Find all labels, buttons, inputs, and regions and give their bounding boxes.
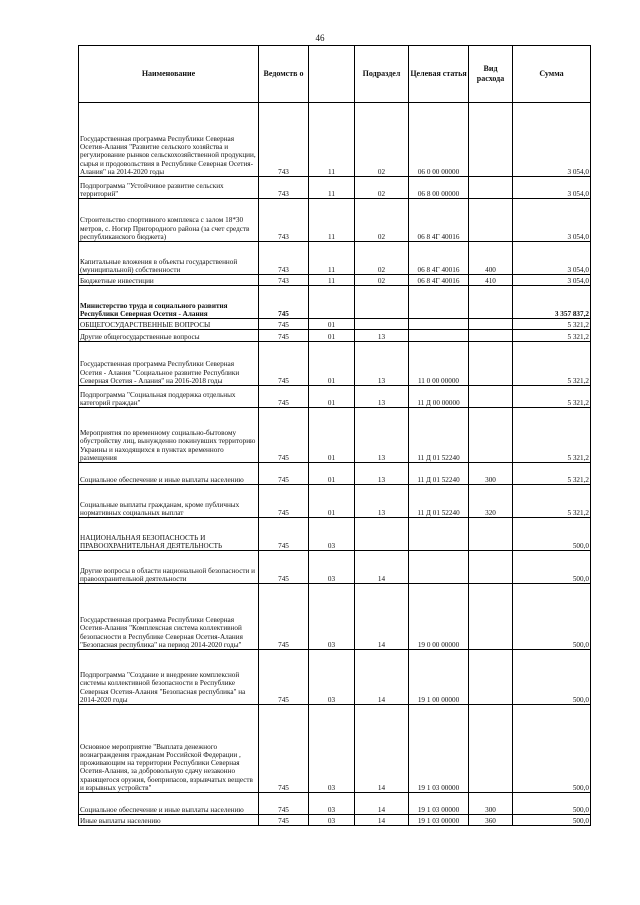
row-kind xyxy=(469,330,513,342)
row-sum: 3 357 837,2 xyxy=(513,286,591,319)
row-subsection: 13 xyxy=(355,342,409,386)
row-section: 11 xyxy=(309,103,355,177)
header-dept: Ведомств о xyxy=(259,46,309,103)
row-subsection: 02 xyxy=(355,275,409,286)
row-section: 01 xyxy=(309,330,355,342)
table-row xyxy=(79,319,591,330)
row-dept: 745 xyxy=(259,815,309,826)
row-section: 03 xyxy=(309,518,355,551)
row-section: 03 xyxy=(309,650,355,705)
row-subsection xyxy=(355,319,409,330)
row-name: Государственная программа Республики Северная Осетия-Алания "Развитие сельского хозяйства и регулирование рынков сельскохозяйственной продукции, сырья и продовольствия в Республике Северная Осетия-Алания" на 2014-2020 годы xyxy=(79,103,259,177)
row-sum: 5 321,2 xyxy=(513,342,591,386)
budget-table xyxy=(78,45,591,826)
row-subsection: 13 xyxy=(355,330,409,342)
row-target xyxy=(409,551,469,584)
row-section: 01 xyxy=(309,319,355,330)
row-subsection xyxy=(355,286,409,319)
table-row xyxy=(79,408,591,463)
row-sum: 5 321,2 xyxy=(513,319,591,330)
row-section: 03 xyxy=(309,815,355,826)
row-sum: 3 054,0 xyxy=(513,199,591,242)
row-subsection: 14 xyxy=(355,815,409,826)
page-number: 46 xyxy=(315,33,325,43)
table-row xyxy=(79,342,591,386)
row-sum: 5 321,2 xyxy=(513,330,591,342)
table-row xyxy=(79,275,591,286)
row-section: 01 xyxy=(309,408,355,463)
row-target xyxy=(409,518,469,551)
header-sum: Сумма xyxy=(513,46,591,103)
table-row xyxy=(79,705,591,793)
row-kind: 300 xyxy=(469,793,513,815)
row-sum: 5 321,2 xyxy=(513,485,591,518)
row-target: 06 8 4Г 40016 xyxy=(409,275,469,286)
header-section xyxy=(309,46,355,103)
row-dept: 745 xyxy=(259,463,309,485)
row-name: Мероприятия по временному социально-бытовому обустройству лиц, вынужденно покинувших территорию Украины и находящихся в пунктах временного размещения xyxy=(79,408,259,463)
row-sum: 5 321,2 xyxy=(513,386,591,408)
table-row xyxy=(79,103,591,177)
row-kind: 300 xyxy=(469,463,513,485)
row-section: 11 xyxy=(309,275,355,286)
row-subsection: 14 xyxy=(355,705,409,793)
row-dept: 745 xyxy=(259,793,309,815)
row-target: 06 8 4Г 40016 xyxy=(409,199,469,242)
row-target: 19 0 00 00000 xyxy=(409,584,469,650)
row-subsection: 14 xyxy=(355,650,409,705)
row-kind xyxy=(469,286,513,319)
row-subsection: 13 xyxy=(355,463,409,485)
table-row xyxy=(79,463,591,485)
row-target: 19 1 00 00000 xyxy=(409,650,469,705)
row-dept: 745 xyxy=(259,330,309,342)
row-subsection: 02 xyxy=(355,103,409,177)
row-subsection: 13 xyxy=(355,408,409,463)
header-target: Целевая статья xyxy=(409,46,469,103)
row-target: 19 1 03 00000 xyxy=(409,705,469,793)
row-kind xyxy=(469,177,513,199)
row-target: 11 Д 01 52240 xyxy=(409,485,469,518)
row-section: 01 xyxy=(309,342,355,386)
row-kind: 360 xyxy=(469,815,513,826)
row-dept: 743 xyxy=(259,177,309,199)
table-row xyxy=(79,177,591,199)
row-sum: 3 054,0 xyxy=(513,177,591,199)
table-row xyxy=(79,286,591,319)
row-dept: 743 xyxy=(259,242,309,275)
row-target: 11 0 00 00000 xyxy=(409,342,469,386)
row-target: 06 8 00 00000 xyxy=(409,177,469,199)
row-dept: 743 xyxy=(259,103,309,177)
row-section: 01 xyxy=(309,463,355,485)
row-subsection: 14 xyxy=(355,584,409,650)
row-name: Другие общегосударственные вопросы xyxy=(79,330,259,342)
row-sum: 3 054,0 xyxy=(513,275,591,286)
row-subsection: 02 xyxy=(355,177,409,199)
row-dept: 745 xyxy=(259,518,309,551)
row-name: Строительство спортивного комплекса с залом 18*30 метров, с. Ногир Пригородного района (за счет средств республиканского бюджета) xyxy=(79,199,259,242)
table-header-row xyxy=(79,46,591,103)
row-kind xyxy=(469,103,513,177)
row-section: 03 xyxy=(309,551,355,584)
header-kind: Вид расхода xyxy=(469,46,513,103)
table-row xyxy=(79,551,591,584)
row-sum: 5 321,2 xyxy=(513,463,591,485)
row-name: Государственная программа Республики Северная Осетия - Алания "Социальное развитие Республики Северная Осетия - Алания" на 2016-2018 годы xyxy=(79,342,259,386)
row-target: 06 0 00 00000 xyxy=(409,103,469,177)
row-dept: 745 xyxy=(259,386,309,408)
row-section xyxy=(309,286,355,319)
row-subsection: 02 xyxy=(355,199,409,242)
row-sum: 500,0 xyxy=(513,815,591,826)
row-sum: 500,0 xyxy=(513,650,591,705)
row-target: 11 Д 00 00000 xyxy=(409,386,469,408)
row-target xyxy=(409,330,469,342)
row-sum: 500,0 xyxy=(513,705,591,793)
row-sum: 5 321,2 xyxy=(513,408,591,463)
row-kind xyxy=(469,342,513,386)
table-row xyxy=(79,584,591,650)
row-section: 11 xyxy=(309,242,355,275)
table-row xyxy=(79,815,591,826)
table-row xyxy=(79,518,591,551)
row-name: Социальное обеспечение и иные выплаты населению xyxy=(79,463,259,485)
row-target xyxy=(409,286,469,319)
row-target: 11 Д 01 52240 xyxy=(409,408,469,463)
row-kind xyxy=(469,584,513,650)
table-row xyxy=(79,793,591,815)
table-body xyxy=(79,103,591,826)
row-kind: 320 xyxy=(469,485,513,518)
row-kind xyxy=(469,408,513,463)
row-dept: 745 xyxy=(259,551,309,584)
row-kind xyxy=(469,319,513,330)
header-subsection: Подраздел xyxy=(355,46,409,103)
row-subsection: 14 xyxy=(355,793,409,815)
row-name: Подпрограмма "Устойчивое развитие сельских территорий" xyxy=(79,177,259,199)
row-sum: 500,0 xyxy=(513,518,591,551)
table-row xyxy=(79,330,591,342)
row-kind xyxy=(469,199,513,242)
row-section: 01 xyxy=(309,485,355,518)
row-kind xyxy=(469,650,513,705)
row-subsection: 14 xyxy=(355,551,409,584)
row-sum: 3 054,0 xyxy=(513,103,591,177)
row-name: Бюджетные инвестиции xyxy=(79,275,259,286)
row-section: 03 xyxy=(309,793,355,815)
row-section: 11 xyxy=(309,177,355,199)
row-name: Социальное обеспечение и иные выплаты населению xyxy=(79,793,259,815)
row-kind xyxy=(469,518,513,551)
row-section: 03 xyxy=(309,584,355,650)
row-dept: 743 xyxy=(259,275,309,286)
row-target xyxy=(409,319,469,330)
row-subsection xyxy=(355,518,409,551)
row-name: Другие вопросы в области национальной безопасности и правоохранительной деятельности xyxy=(79,551,259,584)
row-section: 03 xyxy=(309,705,355,793)
row-dept: 743 xyxy=(259,199,309,242)
row-name: Подпрограмма "Создание и внедрение комплексной системы коллективной безопасности в Республике Северная Осетия-Алания "Безопасная республика" на 2014-2020 годы xyxy=(79,650,259,705)
row-sum: 500,0 xyxy=(513,584,591,650)
row-name: Социальные выплаты гражданам, кроме публичных нормативных социальных выплат xyxy=(79,485,259,518)
row-name: Подпрограмма "Социальная поддержка отдельных категорий граждан" xyxy=(79,386,259,408)
row-kind: 410 xyxy=(469,275,513,286)
header-name: Наименование xyxy=(79,46,259,103)
table-row xyxy=(79,242,591,275)
row-name: Государственная программа Республики Северная Осетия-Алания "Комплексная система коллективной безопасности в Республике Северная Осетия-Алания "Безопасная республика" на период 2014-2020 годы" xyxy=(79,584,259,650)
row-dept: 745 xyxy=(259,286,309,319)
row-target: 19 1 03 00000 xyxy=(409,793,469,815)
row-dept: 745 xyxy=(259,319,309,330)
row-sum: 500,0 xyxy=(513,793,591,815)
row-dept: 745 xyxy=(259,485,309,518)
row-subsection: 13 xyxy=(355,386,409,408)
row-subsection: 02 xyxy=(355,242,409,275)
row-kind xyxy=(469,551,513,584)
row-target: 11 Д 01 52240 xyxy=(409,463,469,485)
row-section: 11 xyxy=(309,199,355,242)
row-name: НАЦИОНАЛЬНАЯ БЕЗОПАСНОСТЬ И ПРАВООХРАНИТЕЛЬНАЯ ДЕЯТЕЛЬНОСТЬ xyxy=(79,518,259,551)
table-row xyxy=(79,386,591,408)
row-name: Иные выплаты населению xyxy=(79,815,259,826)
row-dept: 745 xyxy=(259,408,309,463)
table-row xyxy=(79,199,591,242)
row-dept: 745 xyxy=(259,650,309,705)
row-dept: 745 xyxy=(259,584,309,650)
row-name: Капитальные вложения в объекты государственной (муниципальной) собственности xyxy=(79,242,259,275)
row-target: 06 8 4Г 40016 xyxy=(409,242,469,275)
row-subsection: 13 xyxy=(355,485,409,518)
table-row xyxy=(79,650,591,705)
row-name: Министерство труда и социального развития Республики Северная Осетия - Алания xyxy=(79,286,259,319)
row-section: 01 xyxy=(309,386,355,408)
table-row xyxy=(79,485,591,518)
row-dept: 745 xyxy=(259,342,309,386)
row-sum: 500,0 xyxy=(513,551,591,584)
row-kind xyxy=(469,386,513,408)
row-name: ОБЩЕГОСУДАРСТВЕННЫЕ ВОПРОСЫ xyxy=(79,319,259,330)
row-target: 19 1 03 00000 xyxy=(409,815,469,826)
row-kind: 400 xyxy=(469,242,513,275)
row-dept: 745 xyxy=(259,705,309,793)
row-kind xyxy=(469,705,513,793)
row-name: Основное мероприятие "Выплата денежного вознаграждения гражданам Российской Федерации , проживающим на территории Республики Северная Осетия-Алания, за добровольную сдачу незаконно хранящегося оружия, боеприпасов, взрывчатых веществ и взрывных устройств" xyxy=(79,705,259,793)
row-sum: 3 054,0 xyxy=(513,242,591,275)
